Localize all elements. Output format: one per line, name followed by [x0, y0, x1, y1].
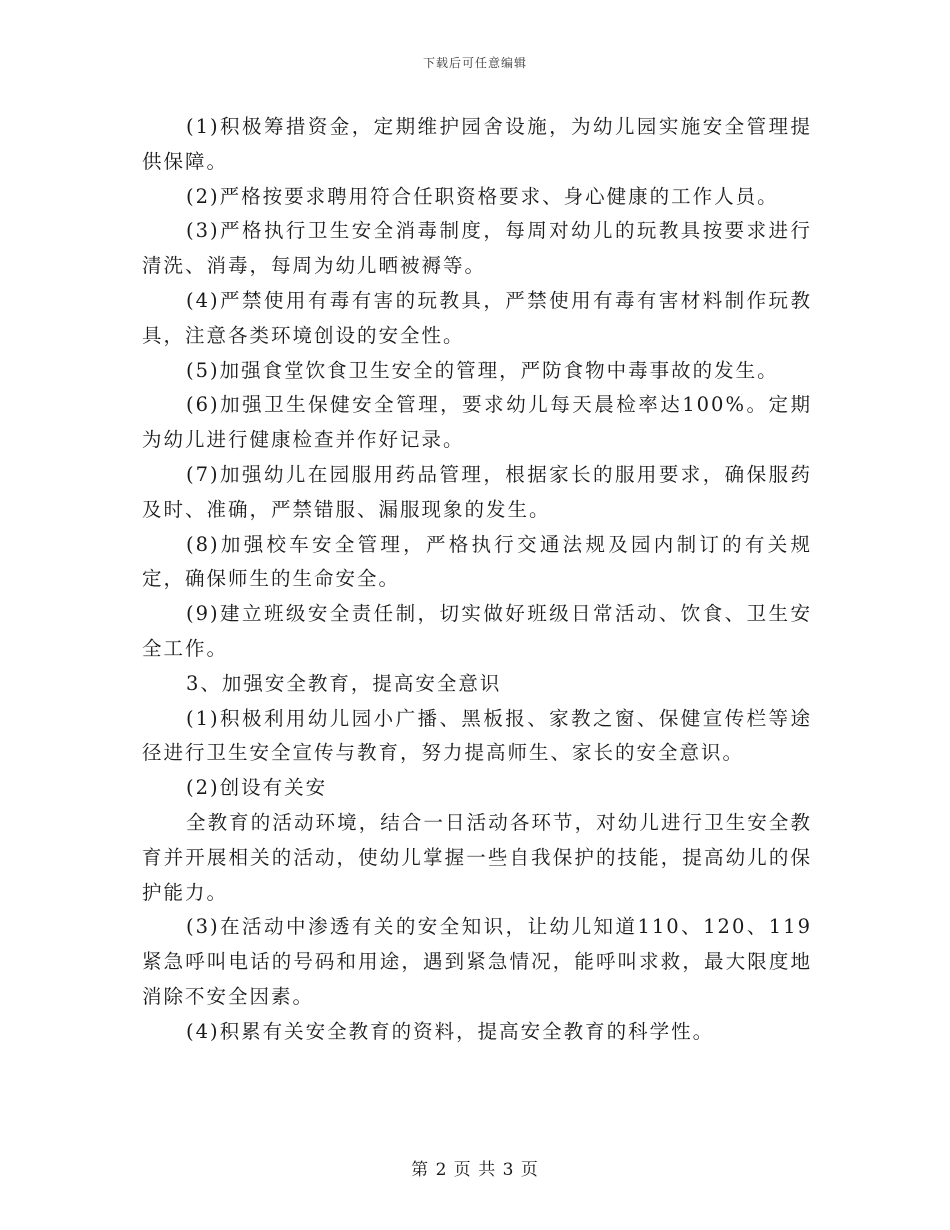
- paragraph-6: (6)加强卫生保健安全管理，要求幼儿每天晨检率达100%。定期为幼儿进行健康检查并作好记录。: [142, 393, 812, 452]
- paragraph-9: (9)建立班级安全责任制，切实做好班级日常活动、饮食、卫生安全工作。: [142, 602, 812, 660]
- paragraph-8: (8)加强校车安全管理，严格执行交通法规及园内制订的有关规定，确保师生的生命安全。: [142, 532, 812, 591]
- paragraph-3: (3)严格执行卫生安全消毒制度，每周对幼儿的玩教具按要求进行清洗、消毒，每周为幼儿晒被褥等。: [142, 219, 812, 278]
- paragraph-4: (4)严禁使用有毒有害的玩教具，严禁使用有毒有害材料制作玩教具，注意各类环境创设的安全性。: [142, 288, 812, 347]
- paragraph-11: (1)积极利用幼儿园小广播、黑板报、家教之窗、保健宣传栏等途径进行卫生安全宣传与教育，努力提高师生、家长的安全意识。: [142, 706, 812, 765]
- section-heading: 3、加强安全教育，提高安全意识: [186, 671, 502, 695]
- page-number: 第 2 页 共 3 页: [411, 1160, 539, 1180]
- paragraph-12: (2)创设有关安: [186, 776, 328, 800]
- document-body: [142, 110, 812, 1050]
- paragraph-13: 全教育的活动环境，结合一日活动各环节，对幼儿进行卫生安全教育并开展相关的活动，使幼儿掌握一些自我保护的技能，提高幼儿的保护能力。: [142, 810, 812, 904]
- paragraph-7: (7)加强幼儿在园服用药品管理，根据家长的服用要求，确保服药及时、准确，严禁错服、漏服现象的发生。: [142, 462, 812, 521]
- paragraph-5: (5)加强食堂饮食卫生安全的管理，严防食物中毒事故的发生。: [186, 358, 779, 382]
- paragraph-1: (1)积极筹措资金，定期维护园舍设施，为幼儿园实施安全管理提供保障。: [142, 115, 812, 173]
- page-header: 下载后可任意编辑: [422, 56, 527, 70]
- paragraph-14: (3)在活动中渗透有关的安全知识，让幼儿知道110、120、119紧急呼叫电话的号码和用途，遇到紧急情况，能呼叫求救，最大限度地消除不安全因素。: [142, 915, 812, 1008]
- paragraph-2: (2)严格按要求聘用符合任职资格要求、身心健康的工作人员。: [186, 184, 779, 208]
- paragraph-15: (4)积累有关安全教育的资料，提高安全教育的科学性。: [186, 1019, 715, 1043]
